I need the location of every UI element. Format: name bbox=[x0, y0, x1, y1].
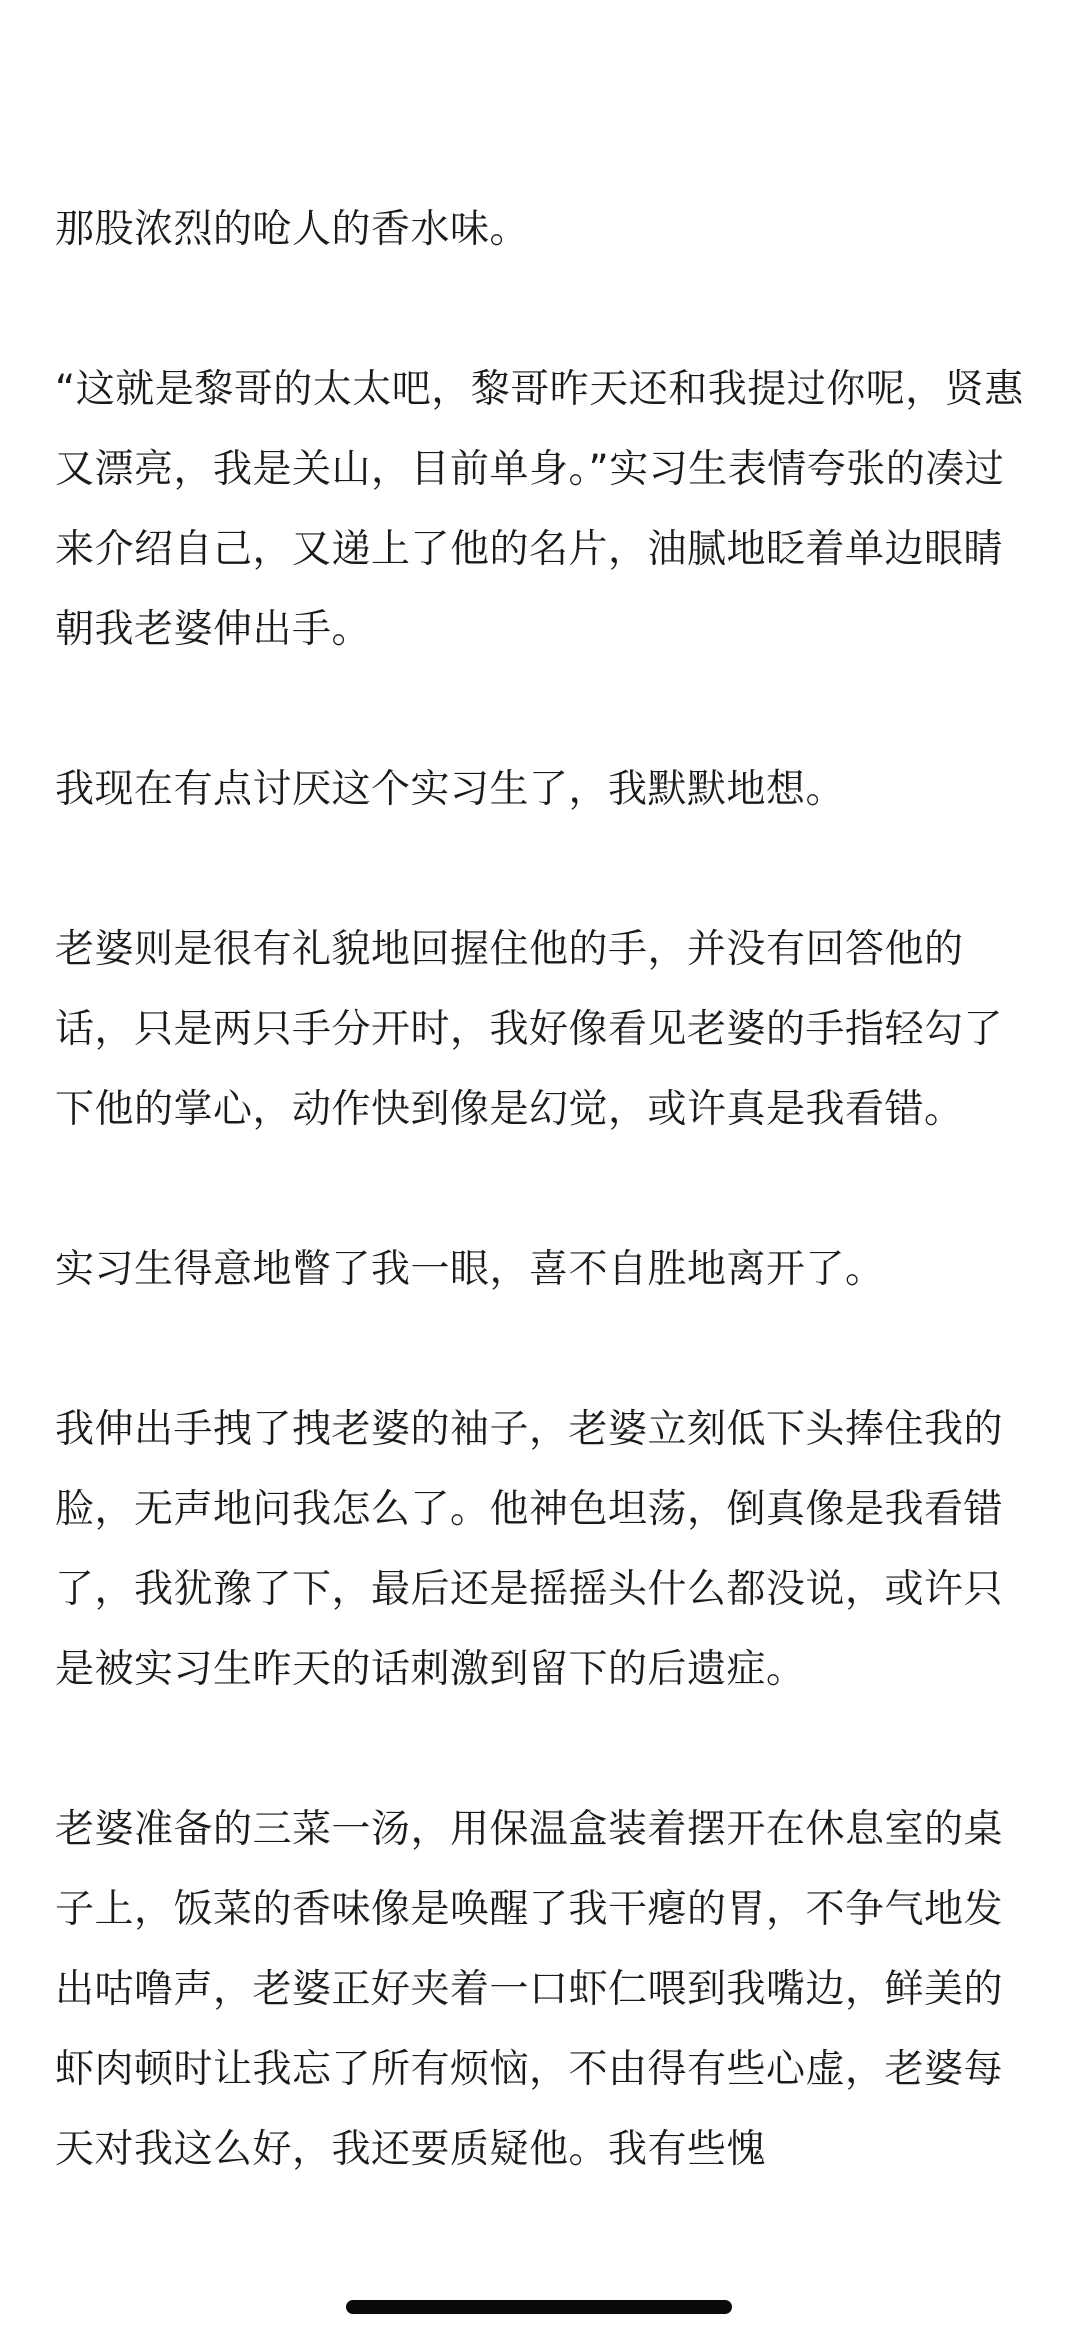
paragraph: 那股浓烈的呛人的香水味。 bbox=[55, 207, 530, 252]
paragraph: 实习生得意地瞥了我一眼，喜不自胜地离开了。 bbox=[55, 1247, 885, 1292]
home-indicator[interactable] bbox=[346, 2300, 732, 2314]
paragraph: 老婆准备的三菜一汤，用保温盒装着摆开在休息室的桌子上，饭菜的香味像是唤醒了我干瘪的胃，不争气地发出咕噜声，老婆正好夹着一口虾仁喂到我嘴边，鲜美的虾肉顿时让我忘了所有烦恼，不由得有些心虚，老婆每天对我这么好，我还要质疑他。我有些愧 bbox=[55, 1807, 1004, 2172]
paragraph: “这就是黎哥的太太吧，黎哥昨天还和我提过你呢，贤惠又漂亮，我是关山，目前单身。”实习生表情夸张的凑过来介绍自己，又递上了他的名片，油腻地眨着单边眼睛朝我老婆伸出手。 bbox=[55, 367, 1024, 652]
reading-content bbox=[55, 190, 1030, 2270]
paragraph: 我现在有点讨厌这个实习生了，我默默地想。 bbox=[55, 767, 846, 812]
paragraph: 我伸出手拽了拽老婆的袖子，老婆立刻低下头捧住我的脸，无声地问我怎么了。他神色坦荡，倒真像是我看错了，我犹豫了下，最后还是摇摇头什么都没说，或许只是被实习生昨天的话刺激到留下的后遗症。 bbox=[55, 1407, 1004, 1692]
paragraph: 老婆则是很有礼貌地回握住他的手，并没有回答他的话，只是两只手分开时，我好像看见老婆的手指轻勾了下他的掌心，动作快到像是幻觉，或许真是我看错。 bbox=[55, 927, 1004, 1132]
